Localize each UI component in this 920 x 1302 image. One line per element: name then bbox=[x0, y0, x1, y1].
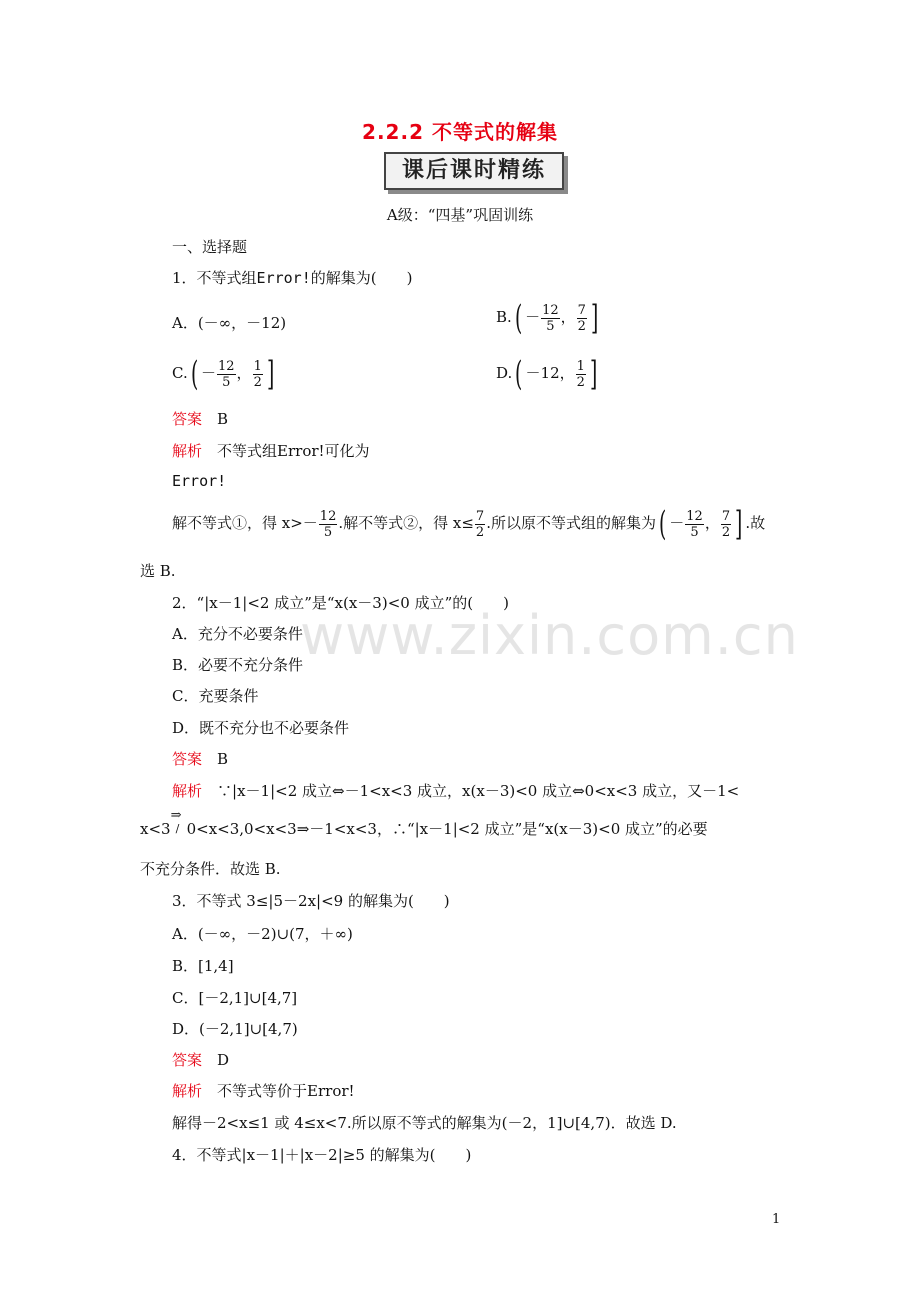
question-3-option-d: D．(－2,1]∪[4,7) bbox=[172, 1020, 298, 1038]
question-1-answer: 答案 B bbox=[172, 410, 229, 428]
question-2-answer: 答案 B bbox=[172, 750, 229, 768]
question-3-option-b: B．[1,4] bbox=[172, 957, 234, 975]
watermark: www.zixin.com.cn bbox=[300, 604, 799, 667]
question-2-analysis-line2: x<3 ⇒ / 0<x<3,0<x<3⇒－1<x<3，∴“|x－1|<2 成立”是“x(x－3)<0 成立”的必要 bbox=[140, 808, 708, 838]
question-1-stem: 1．不等式组Error!的解集为( ) bbox=[172, 269, 413, 287]
question-1-option-c: C.( － $\frac{12}{5}$ ， $\frac{1}{2}$ ] bbox=[172, 354, 275, 394]
question-2-analysis: 解析 ∵|x－1|<2 成立⇔－1<x<3 成立，x(x－3)<0 成立⇔0<x<3 成立，又－1< bbox=[172, 782, 740, 800]
question-3-answer: 答案 D bbox=[172, 1051, 230, 1069]
question-2-option-d: D．既不充分也不必要条件 bbox=[172, 719, 350, 737]
question-2-stem: 2．“|x－1|<2 成立”是“x(x－3)<0 成立”的( ) bbox=[172, 594, 509, 612]
question-1-option-a: A．(－∞，－12) bbox=[172, 314, 287, 332]
question-3-option-a: A．(－∞，－2)∪(7，＋∞) bbox=[172, 925, 353, 943]
question-3-analysis-line2: 解得－2<x≤1 或 4≤x<7.所以原不等式的解集为(－2，1]∪[4,7)．故选 D. bbox=[172, 1114, 677, 1132]
question-1-solution-end: 选 B. bbox=[140, 562, 176, 580]
question-1-analysis: 解析 不等式组Error!可化为 bbox=[172, 442, 370, 460]
section-banner: 课后课时精练 bbox=[384, 152, 564, 190]
question-3-option-c: C．[－2,1]∪[4,7] bbox=[172, 989, 298, 1007]
question-1-analysis-error: Error! bbox=[172, 472, 227, 490]
question-3-analysis: 解析 不等式等价于Error! bbox=[172, 1082, 355, 1100]
question-3-stem: 3．不等式 3≤|5－2x|<9 的解集为( ) bbox=[172, 892, 450, 910]
question-4-stem: 4．不等式|x－1|＋|x－2|≥5 的解集为( ) bbox=[172, 1146, 472, 1164]
level-heading: A级：“四基”巩固训练 bbox=[386, 206, 534, 224]
question-2-option-a: A．充分不必要条件 bbox=[172, 625, 303, 643]
section-heading: 一、选择题 bbox=[172, 238, 248, 256]
question-2-option-c: C．充要条件 bbox=[172, 687, 259, 705]
question-2-option-b: B．必要不充分条件 bbox=[172, 656, 304, 674]
question-2-analysis-line3: 不充分条件．故选 B. bbox=[140, 860, 281, 878]
page-number: 1 bbox=[772, 1212, 781, 1227]
question-1-option-d: D.( －12， $\frac{1}{2}$ ] bbox=[496, 354, 598, 394]
page-title: 2.2.2 不等式的解集 bbox=[362, 120, 558, 144]
question-1-solution-line: 解不等式①，得 x>－ $\frac{12}{5}$ .解不等式②，得 x≤ $\frac{7}{2}$ .所以原不等式组的解集为( － $\frac{12}{5}$ ， $\frac{7}{2}$ ] .故 bbox=[172, 504, 766, 544]
question-1-option-b: B.( － $\frac{12}{5}$ ， $\frac{7}{2}$ ] bbox=[496, 298, 599, 338]
